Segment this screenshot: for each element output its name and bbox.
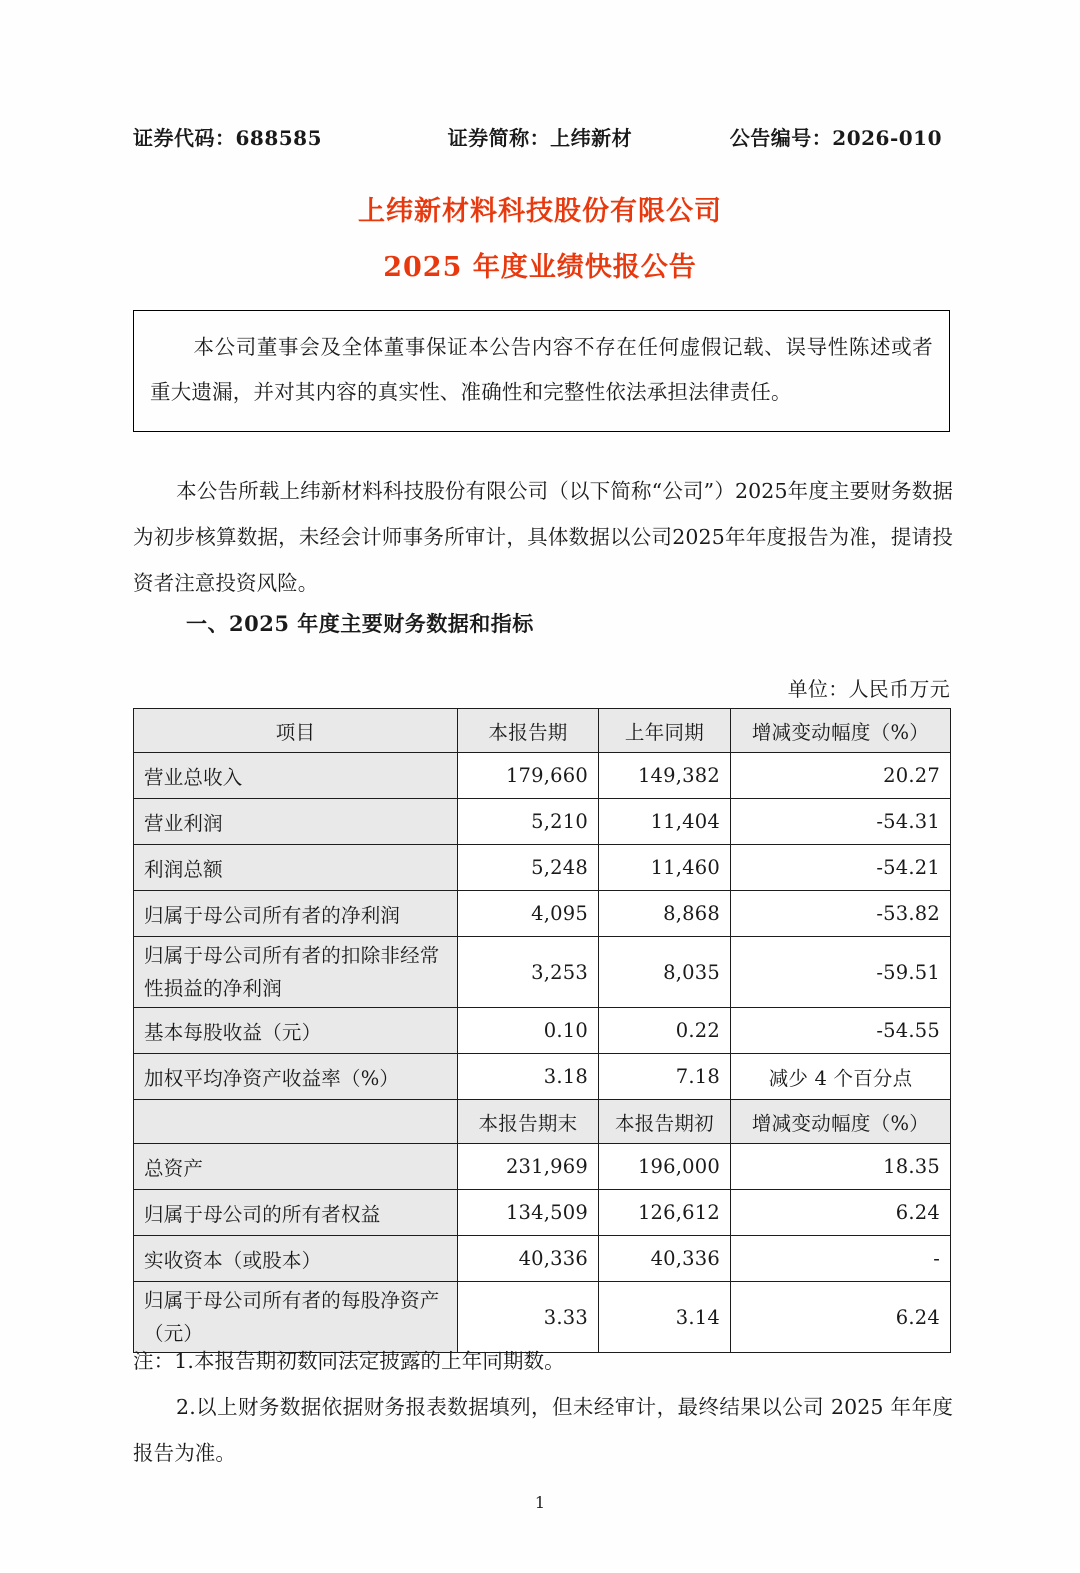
table-row <box>134 1236 951 1282</box>
table-row <box>134 1008 951 1054</box>
security-name: 证券简称：上纬新材 <box>447 126 633 150</box>
row-label: 利润总额 <box>134 845 458 891</box>
row-change: - <box>731 1236 951 1282</box>
row-label: 总资产 <box>134 1144 458 1190</box>
table-row <box>134 845 951 891</box>
announcement-number: 公告编号：2026-010 <box>729 126 942 150</box>
row-current: 231,969 <box>458 1144 599 1190</box>
row-change: 减少 4 个百分点 <box>731 1054 951 1100</box>
row-label: 归属于母公司的所有者权益 <box>134 1190 458 1236</box>
row-change: 18.35 <box>731 1144 951 1190</box>
table-row <box>134 1054 951 1100</box>
disclaimer-box <box>133 310 950 432</box>
row-label: 加权平均净资产收益率（%） <box>134 1054 458 1100</box>
row-current: 5,248 <box>458 845 599 891</box>
row-current: 4,095 <box>458 891 599 937</box>
table-row <box>134 1144 951 1190</box>
title-block <box>0 190 1080 290</box>
row-current: 3,253 <box>458 937 599 1008</box>
row-previous: 126,612 <box>599 1190 731 1236</box>
page-number: 1 <box>534 1493 546 1512</box>
row-current: 5,210 <box>458 799 599 845</box>
row-current: 3.33 <box>458 1282 599 1353</box>
table-row <box>134 1190 951 1236</box>
row-change: -54.31 <box>731 799 951 845</box>
column-header-current: 本报告期 <box>458 709 599 753</box>
intro-text: 本公告所载上纬新材料科技股份有限公司（以下简称“公司”）2025年度主要财务数据为初步核算数据，未经会计师事务所审计，具体数据以公司2025年年度报告为准，提请投资者注意投资风险。 <box>133 479 953 595</box>
row-change: -53.82 <box>731 891 951 937</box>
table-row <box>134 753 951 799</box>
row-previous: 0.22 <box>599 1008 731 1054</box>
financial-data-table <box>133 708 951 1353</box>
row-label: 归属于母公司所有者的每股净资产（元） <box>134 1282 458 1353</box>
security-code: 证券代码：688585 <box>133 126 322 150</box>
column-header-change: 增减变动幅度（%） <box>731 1100 951 1144</box>
announcement-subject-title: 2025 年度业绩快报公告 <box>383 252 697 283</box>
row-label: 基本每股收益（元） <box>134 1008 458 1054</box>
row-label: 归属于母公司所有者的扣除非经常性损益的净利润 <box>134 937 458 1008</box>
row-change: 20.27 <box>731 753 951 799</box>
row-current: 179,660 <box>458 753 599 799</box>
table-row <box>134 799 951 845</box>
table-row <box>134 937 951 1008</box>
row-change: -54.21 <box>731 845 951 891</box>
row-current: 40,336 <box>458 1236 599 1282</box>
row-label: 实收资本（或股本） <box>134 1236 458 1282</box>
row-previous: 40,336 <box>599 1236 731 1282</box>
row-previous: 196,000 <box>599 1144 731 1190</box>
note-1: 注：1.本报告期初数同法定披露的上年同期数。 <box>133 1349 565 1373</box>
row-current: 3.18 <box>458 1054 599 1100</box>
column-header-period-start: 本报告期初 <box>599 1100 731 1144</box>
row-previous: 3.14 <box>599 1282 731 1353</box>
row-previous: 149,382 <box>599 753 731 799</box>
row-label: 营业总收入 <box>134 753 458 799</box>
row-previous: 8,035 <box>599 937 731 1008</box>
row-change: 6.24 <box>731 1190 951 1236</box>
row-change: -59.51 <box>731 937 951 1008</box>
column-header-previous: 上年同期 <box>599 709 731 753</box>
column-header-item: 项目 <box>134 709 458 753</box>
table-notes <box>133 1338 953 1476</box>
table-unit-label: 单位：人民币万元 <box>787 677 950 701</box>
intro-paragraph <box>133 468 953 606</box>
disclaimer-text: 本公司董事会及全体董事保证本公告内容不存在任何虚假记载、误导性陈述或者重大遗漏，并对其内容的真实性、准确性和完整性依法承担法律责任。 <box>150 335 933 404</box>
table-row <box>134 891 951 937</box>
row-label: 营业利润 <box>134 799 458 845</box>
row-previous: 7.18 <box>599 1054 731 1100</box>
note-2: 2.以上财务数据依据财务报表数据填列，但未经审计，最终结果以公司 2025 年年度报告为准。 <box>133 1395 953 1465</box>
document-header <box>133 122 950 151</box>
row-previous: 8,868 <box>599 891 731 937</box>
table-header-row-balance <box>134 1100 951 1144</box>
row-current: 134,509 <box>458 1190 599 1236</box>
row-label: 归属于母公司所有者的净利润 <box>134 891 458 937</box>
row-change: 6.24 <box>731 1282 951 1353</box>
row-previous: 11,460 <box>599 845 731 891</box>
column-header-period-end: 本报告期末 <box>458 1100 599 1144</box>
column-header-blank <box>134 1100 458 1144</box>
row-change: -54.55 <box>731 1008 951 1054</box>
company-name-title: 上纬新材料科技股份有限公司 <box>358 196 722 227</box>
row-previous: 11,404 <box>599 799 731 845</box>
row-current: 0.10 <box>458 1008 599 1054</box>
section-heading: 一、2025 年度主要财务数据和指标 <box>186 611 534 636</box>
table-header-row-income <box>134 709 951 753</box>
column-header-change: 增减变动幅度（%） <box>731 709 951 753</box>
note-2-wrapper <box>133 1384 953 1476</box>
